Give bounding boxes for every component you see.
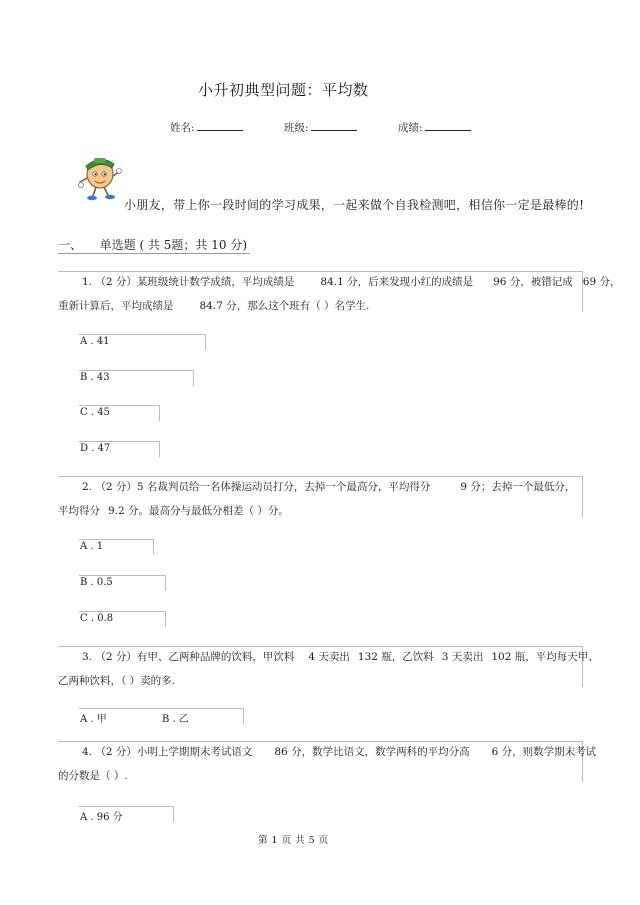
- q3-text-c: 132 瓶，乙饮料: [357, 651, 434, 663]
- class-blank[interactable]: [311, 119, 357, 131]
- name-label: 姓名:: [170, 122, 195, 134]
- q4-text-c: 6 分，则数学期末考试: [491, 746, 597, 758]
- q3-text-b: 4 天卖出: [308, 651, 350, 663]
- q1-text-c: 96 分，被错记成: [493, 276, 573, 288]
- name-blank[interactable]: [197, 119, 243, 131]
- q1-text-d: 69 分，: [582, 276, 621, 288]
- q2-text-a: 2. （2 分）5 名裁判员给一名体操运动员打分，去掉一个最高分，平均得分: [82, 481, 431, 493]
- q2-option-c[interactable]: C . 0.8: [80, 613, 114, 624]
- score-label: 成绩:: [398, 122, 423, 134]
- page-footer: 第 1 页 共 5 页: [258, 835, 329, 846]
- q3-text-a: 3. （2 分）有甲、乙两种品牌的饮料，甲饮料: [82, 651, 295, 663]
- class-field: [284, 119, 357, 135]
- q1-option-a[interactable]: A . 41: [80, 336, 110, 347]
- q3-option-b[interactable]: B . 乙: [162, 714, 189, 725]
- question-1-line1: [82, 275, 621, 290]
- q3-text-e: 102 瓶，平均每天甲、: [491, 651, 599, 663]
- q3-text-d: 3 天卖出: [441, 651, 484, 663]
- q1-text-f: 84.7 分，那么这个班有（ ）名学生.: [199, 300, 370, 312]
- q1-option-c[interactable]: C . 45: [80, 407, 110, 418]
- q1-text-e: 重新计算后，平均成绩是: [58, 300, 174, 312]
- question-4-line2: 的分数是（ ）.: [58, 770, 128, 782]
- name-field: [170, 119, 243, 135]
- q4-option-a[interactable]: A . 96 分: [80, 812, 123, 823]
- question-3-line2: 乙两种饮料，（ ）卖的多.: [58, 675, 175, 687]
- section-header: [58, 236, 247, 253]
- q1-text-a: 1. （2 分）某班级统计数学成绩，平均成绩是: [82, 276, 295, 288]
- question-3-line1: [82, 650, 599, 665]
- q4-text-b: 86 分，数学比语文，数学两科的平均分高: [274, 746, 470, 758]
- q4-text-a: 4. （2 分）小明上学期期末考试语文: [82, 746, 253, 758]
- cartoon-mascot-icon: [76, 152, 122, 202]
- score-field: [398, 119, 471, 135]
- class-label: 班级:: [284, 122, 309, 134]
- q1-option-b[interactable]: B . 43: [80, 372, 110, 383]
- q2-text-c: 平均得分: [58, 505, 100, 517]
- section-underline: [58, 253, 250, 254]
- q1-text-b: 84.1 分，后来发现小红的成绩是: [320, 276, 474, 288]
- question-1-line2: [58, 299, 369, 314]
- q3-option-a[interactable]: A . 甲: [80, 714, 107, 725]
- q2-option-b[interactable]: B . 0.5: [80, 577, 113, 588]
- q2-text-d: 9.2 分。最高分与最低分相差（ ）分。: [108, 505, 289, 517]
- score-blank[interactable]: [425, 119, 471, 131]
- q2-text-b: 9 分；去掉一个最低分，: [460, 481, 576, 493]
- section-title: 单选题 ( 共 5题；共 10 分): [99, 238, 248, 252]
- greeting-text: 小朋友，带上你一段时间的学习成果，一起来做个自我检测吧，相信你一定是最棒的!: [124, 198, 585, 212]
- question-2-line2: [58, 504, 289, 519]
- section-prefix: 一、: [58, 238, 83, 252]
- question-2-line1: [82, 480, 575, 495]
- page-title: 小升初典型问题：平均数: [198, 81, 369, 99]
- q2-option-a[interactable]: A . 1: [80, 541, 104, 552]
- question-4-line1: [82, 745, 596, 760]
- q1-option-d[interactable]: D . 47: [80, 443, 111, 454]
